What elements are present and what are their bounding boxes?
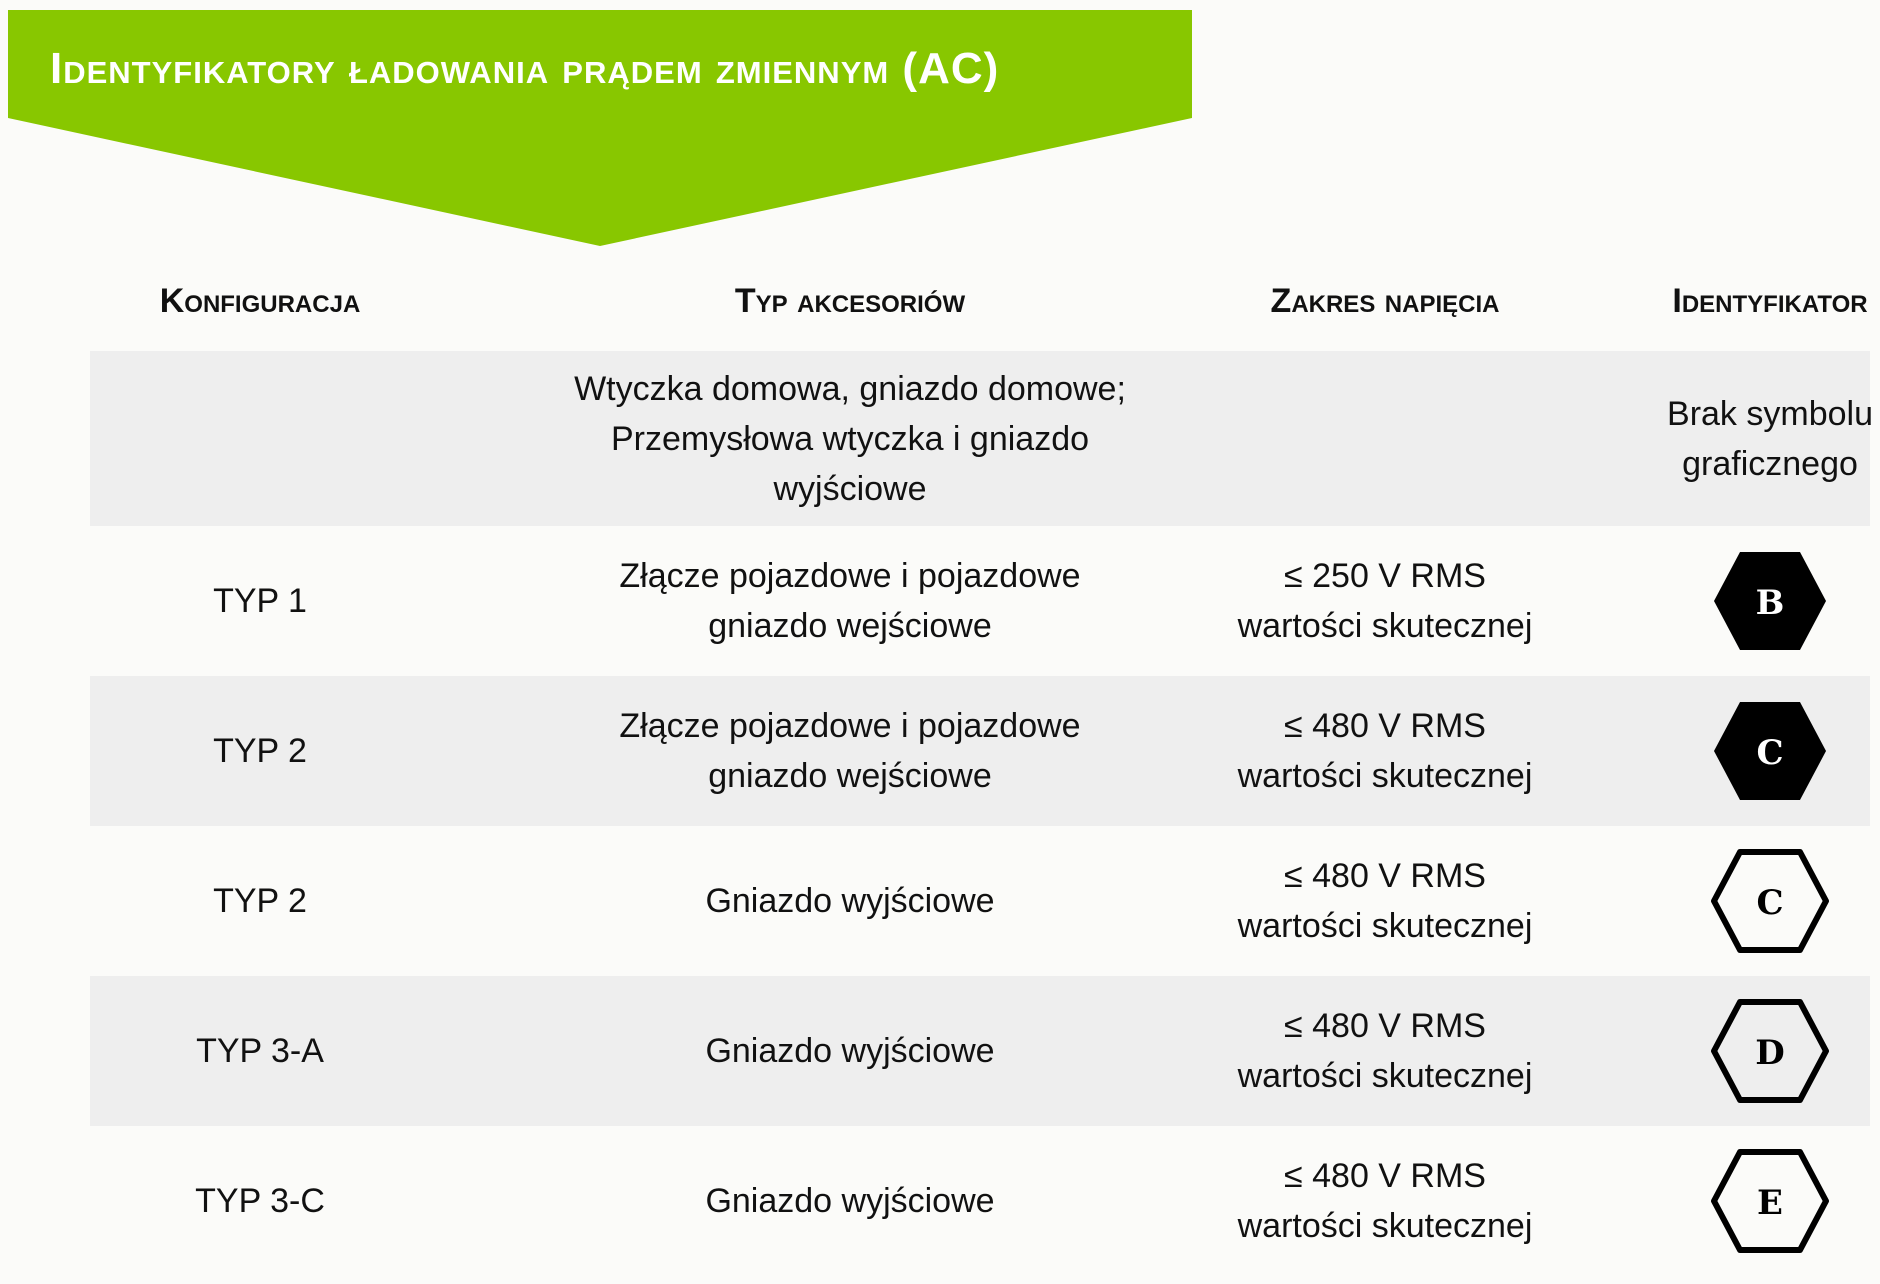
accessory-type-text-line: Gniazdo wyjściowe bbox=[705, 882, 995, 920]
cell-configuration bbox=[90, 526, 430, 676]
identifier-hexagon-icon bbox=[1710, 548, 1830, 654]
accessory-type-text bbox=[619, 551, 1080, 651]
table-row bbox=[90, 826, 1870, 976]
accessory-type-text bbox=[574, 364, 1126, 514]
accessory-type-text-line: Gniazdo wyjściowe bbox=[705, 1032, 995, 1070]
cell-voltage-range bbox=[1105, 1126, 1665, 1276]
accessory-type-text bbox=[705, 1176, 994, 1226]
cell-voltage-range bbox=[1105, 526, 1665, 676]
table-row bbox=[90, 351, 1873, 526]
header-identifier: Identyfikator bbox=[1672, 282, 1868, 320]
cell-identifier bbox=[1590, 676, 1880, 826]
cell-voltage-range bbox=[1105, 826, 1665, 976]
voltage-range-text-line: wartości skutecznej bbox=[1237, 607, 1533, 645]
voltage-range-text-line: ≤ 480 V RMS bbox=[1284, 1157, 1486, 1195]
voltage-range-text-line: ≤ 480 V RMS bbox=[1284, 857, 1486, 895]
configuration-text: TYP 3-C bbox=[195, 1182, 325, 1220]
accessory-type-text-line: Wtyczka domowa, gniazdo domowe; bbox=[574, 369, 1126, 408]
voltage-range-text-line: ≤ 250 V RMS bbox=[1284, 557, 1486, 595]
cell-configuration bbox=[90, 351, 430, 526]
accessory-type-text-line: Przemysłowa wtyczka i gniazdo bbox=[610, 419, 1090, 458]
cell-identifier bbox=[1590, 351, 1880, 526]
title-banner bbox=[0, 0, 1200, 260]
configuration-text: TYP 2 bbox=[213, 882, 307, 920]
cell-voltage-range bbox=[1105, 676, 1665, 826]
header-configuration: Konfiguracja bbox=[159, 282, 361, 320]
identifier-text-line: graficznego bbox=[1682, 444, 1858, 483]
voltage-range-text bbox=[1238, 1151, 1533, 1251]
accessory-type-text bbox=[705, 1026, 994, 1076]
identifier-hexagon-icon bbox=[1710, 848, 1830, 954]
cell-voltage-range bbox=[1105, 976, 1665, 1126]
table-header bbox=[90, 270, 1870, 332]
voltage-range-text-line: ≤ 480 V RMS bbox=[1284, 707, 1486, 745]
identifier-letter: E bbox=[1757, 1183, 1783, 1223]
accessory-type-text-line: gniazdo wejściowe bbox=[708, 757, 992, 795]
voltage-range-text-line: wartości skutecznej bbox=[1237, 1207, 1533, 1245]
cell-configuration bbox=[90, 1126, 430, 1276]
voltage-range-text-line: ≤ 480 V RMS bbox=[1284, 1007, 1486, 1045]
cell-identifier bbox=[1590, 526, 1880, 676]
accessory-type-text-line: Złącze pojazdowe i pojazdowe bbox=[619, 707, 1081, 745]
accessory-type-text bbox=[705, 876, 994, 926]
header-accessory-type: Typ akcesoriów bbox=[734, 282, 966, 320]
cell-identifier bbox=[1590, 826, 1880, 976]
identifier-hexagon-icon bbox=[1710, 998, 1830, 1104]
voltage-range-text-line: wartości skutecznej bbox=[1237, 907, 1533, 945]
voltage-range-text bbox=[1238, 1001, 1533, 1101]
accessory-type-text bbox=[619, 701, 1080, 801]
configuration-text: TYP 1 bbox=[213, 582, 307, 620]
cell-identifier bbox=[1590, 1126, 1880, 1276]
table-row bbox=[90, 976, 1870, 1126]
cell-identifier bbox=[1590, 976, 1880, 1126]
voltage-range-text bbox=[1238, 851, 1533, 951]
voltage-range-text bbox=[1238, 551, 1533, 651]
cell-configuration bbox=[90, 826, 430, 976]
cell-configuration bbox=[90, 976, 430, 1126]
table-row bbox=[90, 1126, 1870, 1276]
table-row bbox=[90, 676, 1870, 826]
voltage-range-text-line: wartości skutecznej bbox=[1237, 757, 1533, 795]
voltage-range-text bbox=[1238, 701, 1533, 801]
accessory-type-text-line: Złącze pojazdowe i pojazdowe bbox=[619, 557, 1081, 595]
identifier-letter: D bbox=[1755, 1033, 1785, 1073]
identifier-letter: C bbox=[1756, 883, 1784, 923]
configuration-text: TYP 2 bbox=[213, 732, 307, 770]
identifier-letter: C bbox=[1756, 733, 1784, 773]
accessory-type-text-line: gniazdo wejściowe bbox=[708, 607, 992, 645]
configuration-text: TYP 3-A bbox=[196, 1032, 324, 1070]
header-voltage-range: Zakres napięcia bbox=[1270, 282, 1500, 320]
identifier-text-line: Brak symbolu bbox=[1667, 394, 1873, 433]
page-title: Identyfikatory ładowania prądem zmiennym (AC) bbox=[50, 44, 1000, 93]
voltage-range-text-line: wartości skutecznej bbox=[1237, 1057, 1533, 1095]
identifier-text bbox=[1667, 389, 1873, 489]
identifier-hexagon-icon bbox=[1710, 698, 1830, 804]
identifier-letter: B bbox=[1755, 583, 1785, 623]
accessory-type-text-line: Gniazdo wyjściowe bbox=[705, 1182, 995, 1220]
cell-configuration bbox=[90, 676, 430, 826]
table-row bbox=[90, 526, 1870, 676]
cell-voltage-range bbox=[1105, 351, 1665, 526]
identifier-hexagon-icon bbox=[1710, 1148, 1830, 1254]
accessory-type-text-line: wyjściowe bbox=[773, 469, 927, 508]
